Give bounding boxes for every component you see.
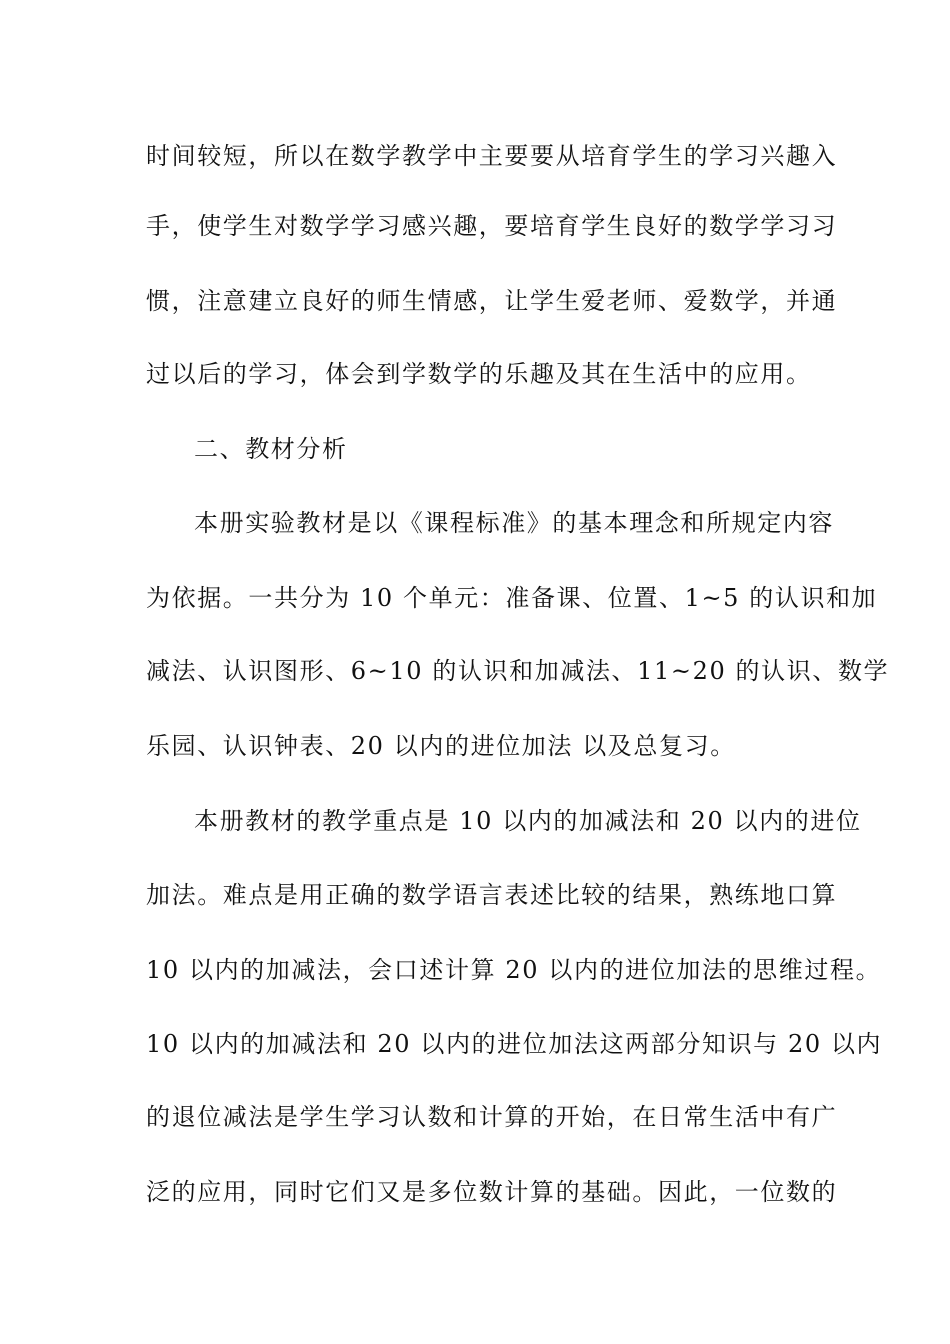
section-heading: 二、教材分析	[194, 435, 348, 463]
paragraph-line: 时间较短，所以在数学教学中主要要从培育学生的学习兴趣入	[146, 142, 838, 170]
paragraph-line: 10 以内的加减法，会口述计算 20 以内的进位加法的思维过程。	[146, 956, 882, 984]
paragraph-line: 本册教材的教学重点是 10 以内的加减法和 20 以内的进位	[194, 807, 862, 835]
paragraph-line: 乐园、认识钟表、20 以内的进位加法 以及总复习。	[146, 732, 736, 760]
paragraph-line: 手，使学生对数学学习感兴趣，要培育学生良好的数学学习习	[146, 212, 838, 240]
paragraph-line: 泛的应用，同时它们又是多位数计算的基础。因此，一位数的	[146, 1178, 838, 1206]
paragraph-line: 过以后的学习，体会到学数学的乐趣及其在生活中的应用。	[146, 360, 812, 388]
paragraph-line: 减法、认识图形、6~10 的认识和加减法、11~20 的认识、数学	[146, 657, 890, 685]
paragraph-line: 惯，注意建立良好的师生情感，让学生爱老师、爱数学，并通	[146, 287, 838, 315]
paragraph-line: 本册实验教材是以《课程标准》的基本理念和所规定内容	[194, 509, 834, 537]
paragraph-line: 的退位减法是学生学习认数和计算的开始，在日常生活中有广	[146, 1103, 838, 1131]
paragraph-line: 10 以内的加减法和 20 以内的进位加法这两部分知识与 20 以内	[146, 1030, 883, 1058]
paragraph-line: 加法。难点是用正确的数学语言表述比较的结果，熟练地口算	[146, 881, 838, 909]
paragraph-line: 为依据。一共分为 10 个单元：准备课、位置、1~5 的认识和加	[146, 584, 878, 612]
